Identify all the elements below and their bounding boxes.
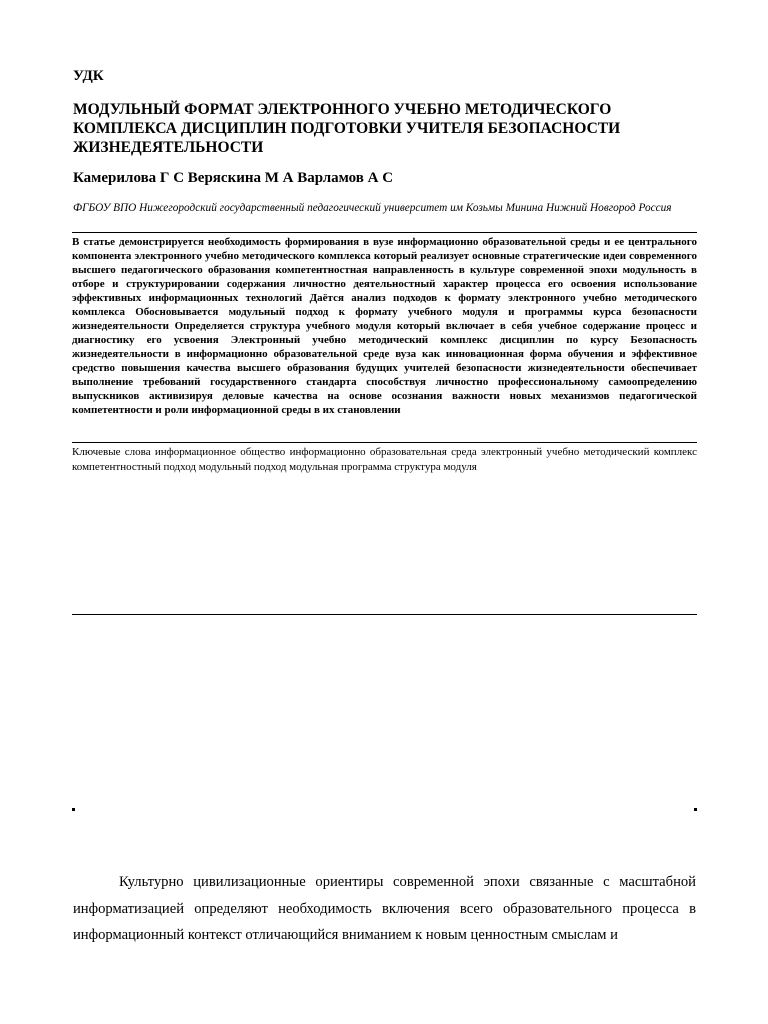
keywords-text: Ключевые слова информационное общество информационно образовательная среда электронный учебно методический комплекс компетентностный подход модульный подход модульная программа структура модуля: [72, 446, 697, 473]
keywords-top-rule: [72, 442, 697, 443]
udk-label: УДК: [73, 68, 104, 84]
right-margin-mark: [694, 808, 697, 811]
left-margin-mark: [72, 808, 75, 811]
section-divider: [72, 614, 697, 615]
abstract-text: В статье демонстрируется необходимость формирования в вузе информационно образовательной среды и ее центрального компонента электронного учебно методического комплекса который реализует основные стратегические идеи современного высшего педагогического образования компетентностная направленность в культуре современной эпохи модульность в отборе и структурировании содержания личностно деятельностный характер процесса его освоения использование эффективных информационных технологий Даётся анализ подходов к формату электронного учебно методического комплекса Обосновывается модульный подход к формату учебного модуля и программы курса безопасности жизнедеятельности Определяется структура учебного модуля который включает в себя учебное содержание процесс и диагностику его усвоения Электронный учебно методический комплекс дисциплин по курсу Безопасность жизнедеятельности в информационно образовательной среде вуза как инновационная форма обучения и эффективное средство повышения качества высшего образования будущих учителей безопасности жизнедеятельности обеспечивает выполнение требований государственного стандарта способствуя личностно профессиональному самоопределению выпускников активизируя деловые качества на основе осознания важности новых механизмов педагогической компетентности и роли информационной среды в их становлении: [72, 236, 697, 416]
affiliation-line: ФГБОУ ВПО Нижегородский государственный педагогический университет им Козьмы Минина Нижний Новгород Россия: [73, 202, 672, 214]
article-title: МОДУЛЬНЫЙ ФОРМАТ ЭЛЕКТРОННОГО УЧЕБНО МЕТОДИЧЕСКОГО КОМПЛЕКСА ДИСЦИПЛИН ПОДГОТОВКИ УЧИТЕЛЯ БЕЗОПАСНОСТИ ЖИЗНЕДЕЯТЕЛЬНОСТИ: [73, 101, 621, 156]
body-paragraph: Культурно цивилизационные ориентиры современной эпохи связанные с масштабной информатизацией определяют необходимость включения всего образовательного процесса в информационный контекст отличающийся вниманием к новым ценностным смыслам и: [73, 874, 696, 943]
abstract-top-rule: [72, 232, 697, 233]
authors-line: Камерилова Г С Веряскина М А Варламов А С: [73, 170, 394, 186]
